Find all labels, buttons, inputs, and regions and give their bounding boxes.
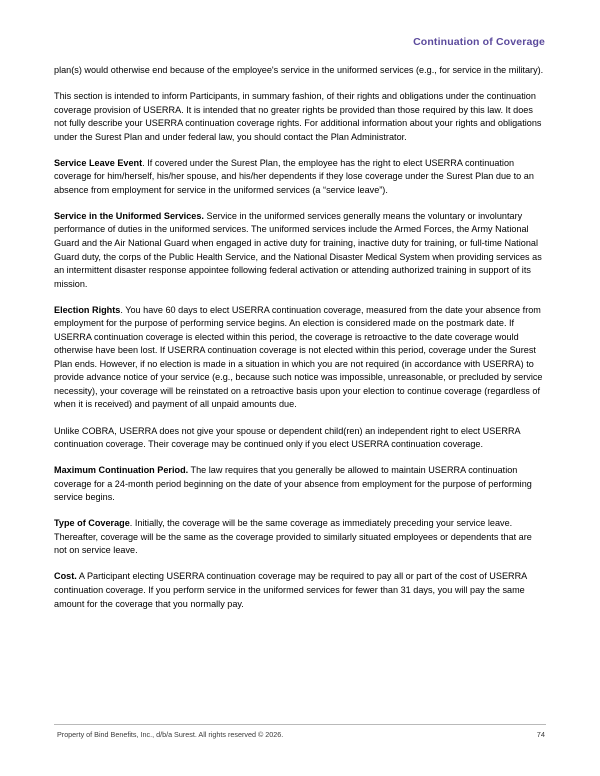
paragraph-lead: Cost. bbox=[54, 571, 77, 582]
paragraph bbox=[54, 570, 546, 611]
paragraph bbox=[54, 517, 546, 558]
footer-page-number: 74 bbox=[536, 730, 545, 739]
paragraph-lead: Service Leave Event bbox=[54, 157, 143, 168]
page-footer bbox=[54, 724, 546, 744]
paragraph bbox=[54, 157, 546, 198]
paragraph-text: This section is intended to inform Participants, in summary fashion, of their rights and obligations under the continuation coverage provision of USERRA. It is intended that no greater rights be provided than those required by this law. It does not fully describe your USERRA continuation coverage rights. For additional information about your rights and obligations under the Surest Plan and under federal law, you should contact the Plan Administrator. bbox=[54, 91, 542, 142]
paragraph-text: Service in the uniformed services generally means the voluntary or involuntary performance of duties in the uniformed services. The uniformed services include the Armed Forces, the Army National Guard and the Air National Guard when engaged in active duty for training, inactive duty for training, or full-time National Guard duty, the corps of the Public Health Service, and the National Disaster Medical System when providing services as an intermittent disaster response appointee following federal activation or attending authorized training in support of its mission. bbox=[54, 210, 542, 289]
paragraph bbox=[54, 425, 546, 452]
paragraph bbox=[54, 464, 546, 505]
footer-divider bbox=[54, 724, 546, 725]
paragraph bbox=[54, 90, 546, 144]
paragraph-text: A Participant electing USERRA continuation coverage may be required to pay all or part of the cost of USERRA continuation coverage. If you perform service in the uniformed services for fewer than 31 days, you will pay the same amount for the coverage that you normally pay. bbox=[54, 571, 527, 609]
paragraph-text: plan(s) would otherwise end because of the employee's service in the uniformed services (e.g., for service in the military). bbox=[54, 65, 544, 75]
paragraph-text: Unlike COBRA, USERRA does not give your spouse or dependent child(ren) an independent right to elect USERRA continuation coverage. Their coverage may be continued only if you elect USERRA continuation coverage. bbox=[54, 425, 521, 450]
paragraph bbox=[54, 210, 546, 291]
page-header-title: Continuation of Coverage bbox=[413, 36, 545, 48]
document-body bbox=[54, 64, 546, 611]
paragraph bbox=[54, 64, 546, 78]
paragraph-text: . You have 60 days to elect USERRA continuation coverage, measured from the date your absence from employment for the purpose of performing service begins. An election is considered made on the postmark date. If USERRA continuation coverage is elected within this period, the coverage is retroactive to the date coverage would otherwise have been lost. If USERRA continuation coverage is not elected within this period, coverage under the Surest Plan ends. However, if no election is made in a situation in which you are not required (in accordance with USERRA) to provide advance notice of your service (e.g., because such notice was impossible, unreasonable, or precluded by service necessity), your coverage will be reinstated on a retroactive basis upon your election to continue coverage (regardless of when it is received) and payment of all unpaid amounts due. bbox=[54, 304, 543, 410]
paragraph-text: The law requires that you generally be allowed to maintain USERRA continuation coverage for a 24-month period beginning on the date of your absence from employment for the purpose of performing service begins. bbox=[54, 465, 532, 503]
paragraph-text: . Initially, the coverage will be the same coverage as immediately preceding your service leave. Thereafter, coverage will be the same as the coverage provided to similarly situated employees or dependents that are not on service leave. bbox=[54, 518, 532, 556]
paragraph bbox=[54, 304, 546, 412]
paragraph-text: . If covered under the Surest Plan, the employee has the right to elect USERRA continuation coverage for him/herself, his/her spouse, and his/her dependents if they lose coverage under the Surest Plan due to an absence from employment for service in the uniformed services (a “service leave”). bbox=[54, 157, 534, 195]
paragraph-lead: Maximum Continuation Period. bbox=[54, 465, 189, 476]
paragraph-lead: Type of Coverage bbox=[54, 518, 130, 529]
footer-copyright: Property of Bind Benefits, Inc., d/b/a Surest. All rights reserved © 2026. bbox=[57, 730, 284, 739]
paragraph-lead: Election Rights bbox=[54, 304, 121, 315]
paragraph-lead: Service in the Uniformed Services. bbox=[54, 210, 204, 221]
